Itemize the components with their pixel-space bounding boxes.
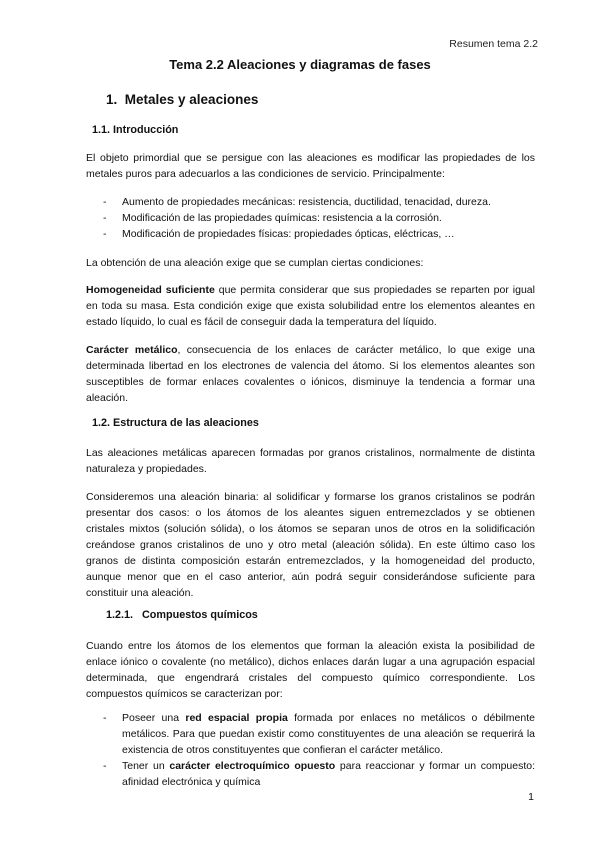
bold-term: Homogeneidad suficiente bbox=[86, 284, 215, 296]
subsection-heading-introduccion: 1.1. Introducción bbox=[92, 124, 179, 136]
compounds-list bbox=[86, 710, 535, 790]
dash-bullet: - bbox=[103, 212, 107, 224]
list-item: - Modificación de las propiedades químicas: resistencia a la corrosión. bbox=[103, 212, 442, 224]
dash-bullet: - bbox=[103, 228, 107, 240]
list-item: - Poseer una red espacial propia formada por enlaces no metálicos o débilmente metálicos. Para que puedan existir como constituyentes de una aleación se requerirá la existencia de otros constituyentes que confieran el carácter metálico. bbox=[103, 712, 535, 756]
dash-bullet: - bbox=[103, 760, 107, 772]
subsection-heading-estructura: 1.2. Estructura de las aleaciones bbox=[92, 417, 259, 429]
structure-paragraph-1: Las aleaciones metálicas aparecen formadas por granos cristalinos, normalmente de distinta naturaleza y propiedades. bbox=[86, 447, 535, 475]
homogeneity-paragraph: Homogeneidad suficiente que permita considerar que sus propiedades se reparten por igual en toda su masa. Esta condición exige que exista solubilidad entre los elementos aleantes en estado líquido, lo cual es fácil de conseguir dada la temperatura del líquido. bbox=[86, 284, 535, 328]
page-title: Tema 2.2 Aleaciones y diagramas de fases bbox=[169, 57, 431, 72]
dash-bullet: - bbox=[103, 712, 107, 724]
running-header: Resumen tema 2.2 bbox=[449, 38, 538, 50]
section-heading-metales: 1. Metales y aleaciones bbox=[106, 92, 259, 107]
subsubsection-heading-compuestos: 1.2.1. Compuestos químicos bbox=[106, 609, 258, 621]
dash-bullet: - bbox=[103, 196, 107, 208]
conditions-paragraph: La obtención de una aleación exige que se cumplan ciertas condiciones: bbox=[86, 257, 424, 269]
compounds-paragraph: Cuando entre los átomos de los elementos que forman la aleación exista la posibilidad de enlace iónico o covalente (no metálico), dichos enlaces darán lugar a una agrupación espacial determinada, que engendrará cristales del compuesto químico correspondiente. Los compuestos químicos se caracterizan por: bbox=[86, 640, 535, 700]
structure-paragraph-2: Consideremos una aleación binaria: al solidificar y formarse los granos cristalinos se podrán presentar dos casos: o los átomos de los aleantes siguen entremezclados y se obtienen cristales mixtos (solución sólida), o los átomos se separan unos de otros en la solidificación creándose granos cristalinos de uno y otro metal (aleación sólida). En este último caso los granos de distinta composición estarán entremezclados, y la homogeneidad del producto, aunque menor que en el caso anterior, aún podrá seguir considerándose suficiente para constituir una aleación. bbox=[86, 491, 535, 599]
properties-list bbox=[86, 194, 535, 242]
metallic-character-paragraph: Carácter metálico, consecuencia de los enlaces de carácter metálico, lo que exige una determinada libertad en los electrones de valencia del átomo. Si los elementos aleantes son susceptibles de formar enlaces covalentes o iónicos, disminuye la tendencia a formar una aleación. bbox=[86, 344, 535, 404]
page-number: 1 bbox=[528, 791, 534, 803]
bold-term: Carácter metálico bbox=[86, 344, 178, 356]
list-item: - Modificación de propiedades físicas: propiedades ópticas, eléctricas, … bbox=[103, 228, 455, 240]
list-item: - Aumento de propiedades mecánicas: resistencia, ductilidad, tenacidad, dureza. bbox=[103, 196, 491, 208]
intro-paragraph: El objeto primordial que se persigue con las aleaciones es modificar las propiedades de los metales puros para adecuarlos a las condiciones de servicio. Principalmente: bbox=[86, 152, 535, 180]
list-item: - Tener un carácter electroquímico opuesto para reaccionar y formar un compuesto: afinidad electrónica y química bbox=[103, 760, 536, 788]
